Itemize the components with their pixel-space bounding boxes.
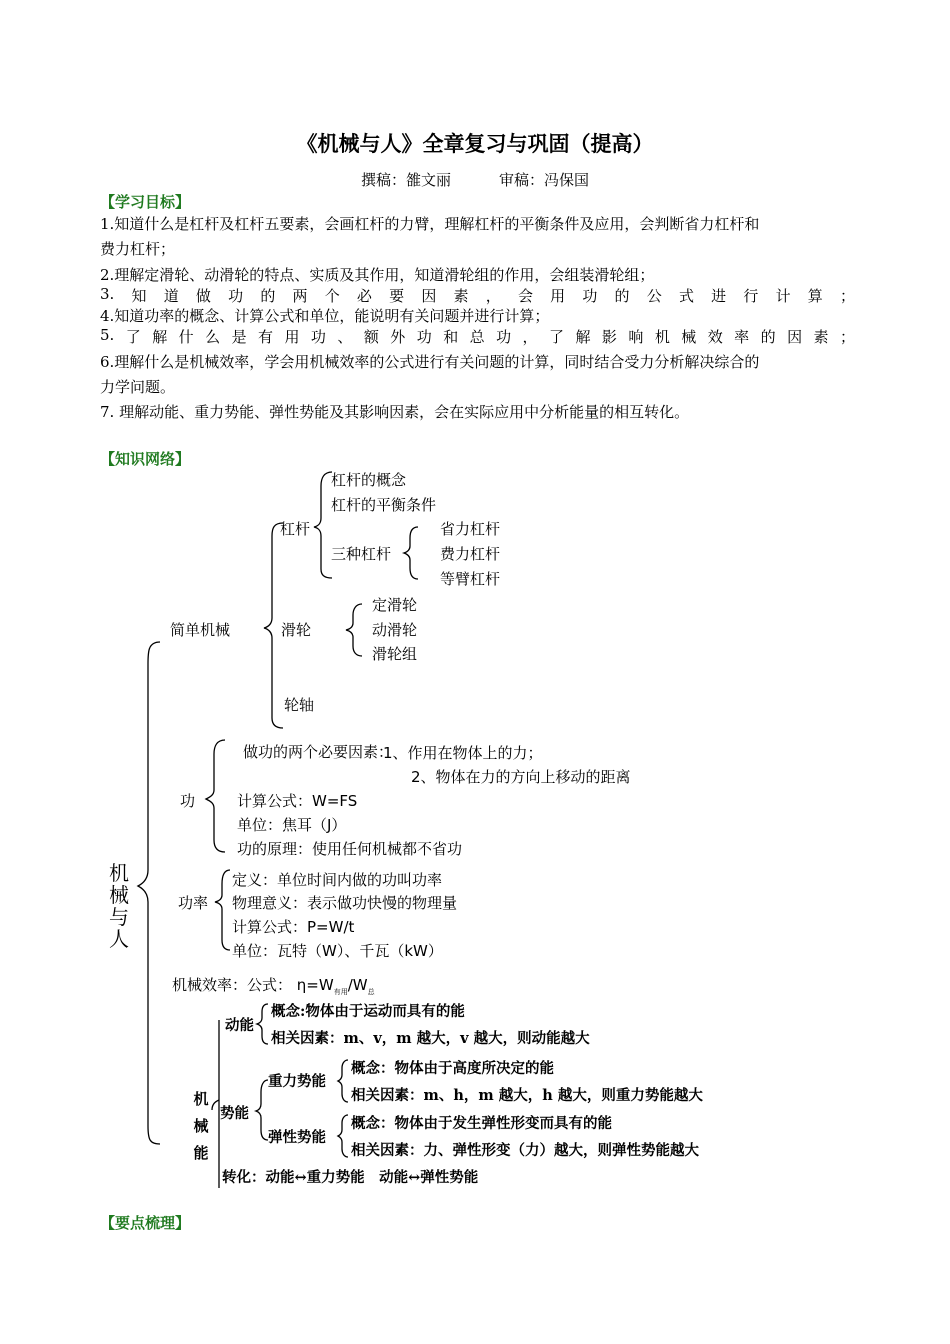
objective-char: 3. [100,285,115,303]
objective-char: 要 [389,287,405,305]
writer: 撰稿：雒文丽 [360,171,451,189]
node-pulley-type: 动滑轮 [372,621,418,639]
node-potential: 势能 [220,1105,249,1122]
node-power-def: 定义：单位时间内做的功叫功率 [232,871,443,889]
root-label: 机械与人 [109,861,129,951]
objective-7: 7. 理解动能、重力势能、弹性势能及其影响因素，会在实际应用中分析能量的相互转化。 [100,403,690,421]
node-wheel-axle: 轮轴 [284,696,315,714]
objective-char: 功 [416,328,432,346]
node-lever-type: 省力杠杆 [440,520,501,538]
objective-6-line-2: 力学问题。 [100,378,176,396]
node-three-levers: 三种杠杆 [331,545,392,563]
objective-char: 械 [681,328,697,346]
objective-char: 功 [496,328,512,346]
objective-char: 因 [421,287,437,305]
node-simple-machines: 简单机械 [170,621,231,639]
objective-char: 知 [131,287,147,305]
objective-char: ； [839,328,855,346]
objective-2: 2.理解定滑轮、动滑轮的特点、实质及其作用，知道滑轮组的作用，会组装滑轮组； [100,266,655,284]
node-lever: 杠杆 [280,520,311,538]
objective-char: 计 [775,287,791,305]
objective-char: 的 [260,287,276,305]
node-gravity-factors: 相关因素：m、h，m 越大，h 越大，则重力势能越大 [351,1087,703,1104]
lever-bracket [314,472,332,578]
objective-char: 的 [614,287,630,305]
node-work-formula: 计算公式：W=FS [237,792,358,810]
objective-char: 机 [654,328,670,346]
objective-char: 的 [760,328,776,346]
objective-char: ， [522,328,538,346]
objective-1-line-2: 费力杠杆； [100,240,176,258]
objective-char: 解 [152,328,168,346]
objective-char: 么 [205,328,221,346]
node-kinetic-factors: 相关因素：m、v，m 越大，v 越大，则动能越大 [271,1030,590,1047]
node-elastic-concept: 概念：物体由于发生弹性形变而具有的能 [351,1115,612,1132]
three-levers-bracket [404,527,418,579]
node-efficiency [172,974,375,997]
objective-char: 用 [550,287,566,305]
node-conversion: 转化：动能↔重力势能 动能↔弹性势能 [222,1169,479,1186]
pulley-bracket [346,604,362,656]
node-power-meaning: 物理意义：表示做功快慢的物理量 [232,894,458,912]
node-elastic-pe: 弹性势能 [268,1129,326,1146]
objective-char: 有 [258,328,274,346]
objective-char: 额 [363,328,379,346]
objective-char: 功 [228,287,244,305]
objective-char: 效 [707,328,723,346]
objective-char: 个 [324,287,340,305]
objective-char: 式 [678,287,694,305]
objective-char: 和 [443,328,459,346]
gravity-bracket [338,1060,348,1102]
node-kinetic: 动能 [225,1017,254,1034]
node-lever-concept: 杠杆的概念 [331,471,407,489]
section-keypoints: 【要点梳理】 [100,1214,191,1232]
objective-char: 算 [807,287,823,305]
kinetic-bracket [257,1004,268,1044]
node-pulley-type: 定滑轮 [372,596,418,614]
objective-char: 用 [284,328,300,346]
objective-char: 影 [601,328,617,346]
elastic-bracket [338,1115,348,1157]
objective-char: 公 [646,287,662,305]
node-power-formula: 计算公式：P=W/t [232,918,355,936]
node-gravity-concept: 概念：物体由于高度所决定的能 [351,1060,554,1077]
objective-char: 必 [356,287,372,305]
objective-char: 会 [517,287,533,305]
objective-1-line-1: 1.知道什么是杠杆及杠杆五要素，会画杠杆的力臂，理解杠杆的平衡条件及应用，会判断省力杠杆和 [100,215,760,233]
mech-energy-bracket-mid [212,1100,219,1110]
objective-char: 进 [711,287,727,305]
objective-char: ， [485,287,501,305]
node-mech-energy: 机械能 [193,1090,209,1162]
reviewer: 审稿：冯保国 [499,171,590,189]
objective-char: 解 [575,328,591,346]
efficiency-sub-total: 总 [367,988,375,996]
objective-char: 5. [100,326,115,344]
node-work-factors: 做功的两个必要因素： [243,743,394,761]
node-gravity-pe: 重力势能 [268,1073,326,1090]
node-pulley: 滑轮 [281,621,312,639]
objective-char: 做 [195,287,211,305]
objective-char: 是 [231,328,247,346]
objective-char: 行 [743,287,759,305]
objective-char: 功 [582,287,598,305]
section-objectives: 【学习目标】 [100,193,191,211]
objective-4: 4.知道功率的概念、计算公式和单位，能说明有关问题并进行计算； [100,307,550,325]
objective-char: 了 [125,328,141,346]
objective-char: 响 [628,328,644,346]
efficiency-sub-useful: 有用 [333,988,348,996]
objective-char: 率 [734,328,750,346]
objective-char: 、 [337,328,353,346]
objective-char: 了 [549,328,565,346]
node-lever-type: 费力杠杆 [440,545,501,563]
objective-char: 两 [292,287,308,305]
node-kinetic-concept: 概念:物体由于运动而具有的能 [271,1003,465,1020]
objective-char: 素 [453,287,469,305]
root-bracket [138,642,160,1144]
work-bracket [206,740,225,852]
node-pulley-type: 滑轮组 [372,645,418,663]
objective-6-line-1: 6.理解什么是机械效率，学会用机械效率的公式进行有关问题的计算，同时结合受力分析解决综合的 [100,353,760,371]
objective-char: ； [839,287,855,305]
objective-char: 什 [178,328,194,346]
efficiency-formula: η=W [296,976,334,994]
node-power-unit: 单位：瓦特（W）、千瓦（kW） [232,942,443,960]
node-work-factor-2: 2、物体在力的方向上移动的距离 [411,768,631,786]
objective-char: 道 [163,287,179,305]
efficiency-mid: /W [347,976,368,994]
node-work-principle: 功的原理：使用任何机械都不省功 [237,840,463,858]
potential-bracket [256,1080,268,1140]
node-lever-type: 等臂杠杆 [440,570,501,588]
node-elastic-factors: 相关因素：力、弹性形变（力）越大，则弹性势能越大 [351,1142,699,1159]
node-work-factor-1: 1、作用在物体上的力； [383,744,543,762]
power-bracket [215,870,230,950]
node-work: 功 [180,792,196,810]
page-title: 《机械与人》全章复习与巩固（提高） [296,132,654,156]
objective-char: 素 [813,328,829,346]
node-work-unit: 单位：焦耳（J） [237,816,347,834]
section-network-label: 【知识网络】 [100,450,191,468]
node-lever-balance: 杠杆的平衡条件 [331,496,437,514]
efficiency-label: 机械效率：公式： [172,976,293,994]
objective-char: 功 [310,328,326,346]
objective-char: 因 [787,328,803,346]
objective-char: 总 [469,328,485,346]
node-power: 功率 [178,894,209,912]
objective-char: 外 [390,328,406,346]
